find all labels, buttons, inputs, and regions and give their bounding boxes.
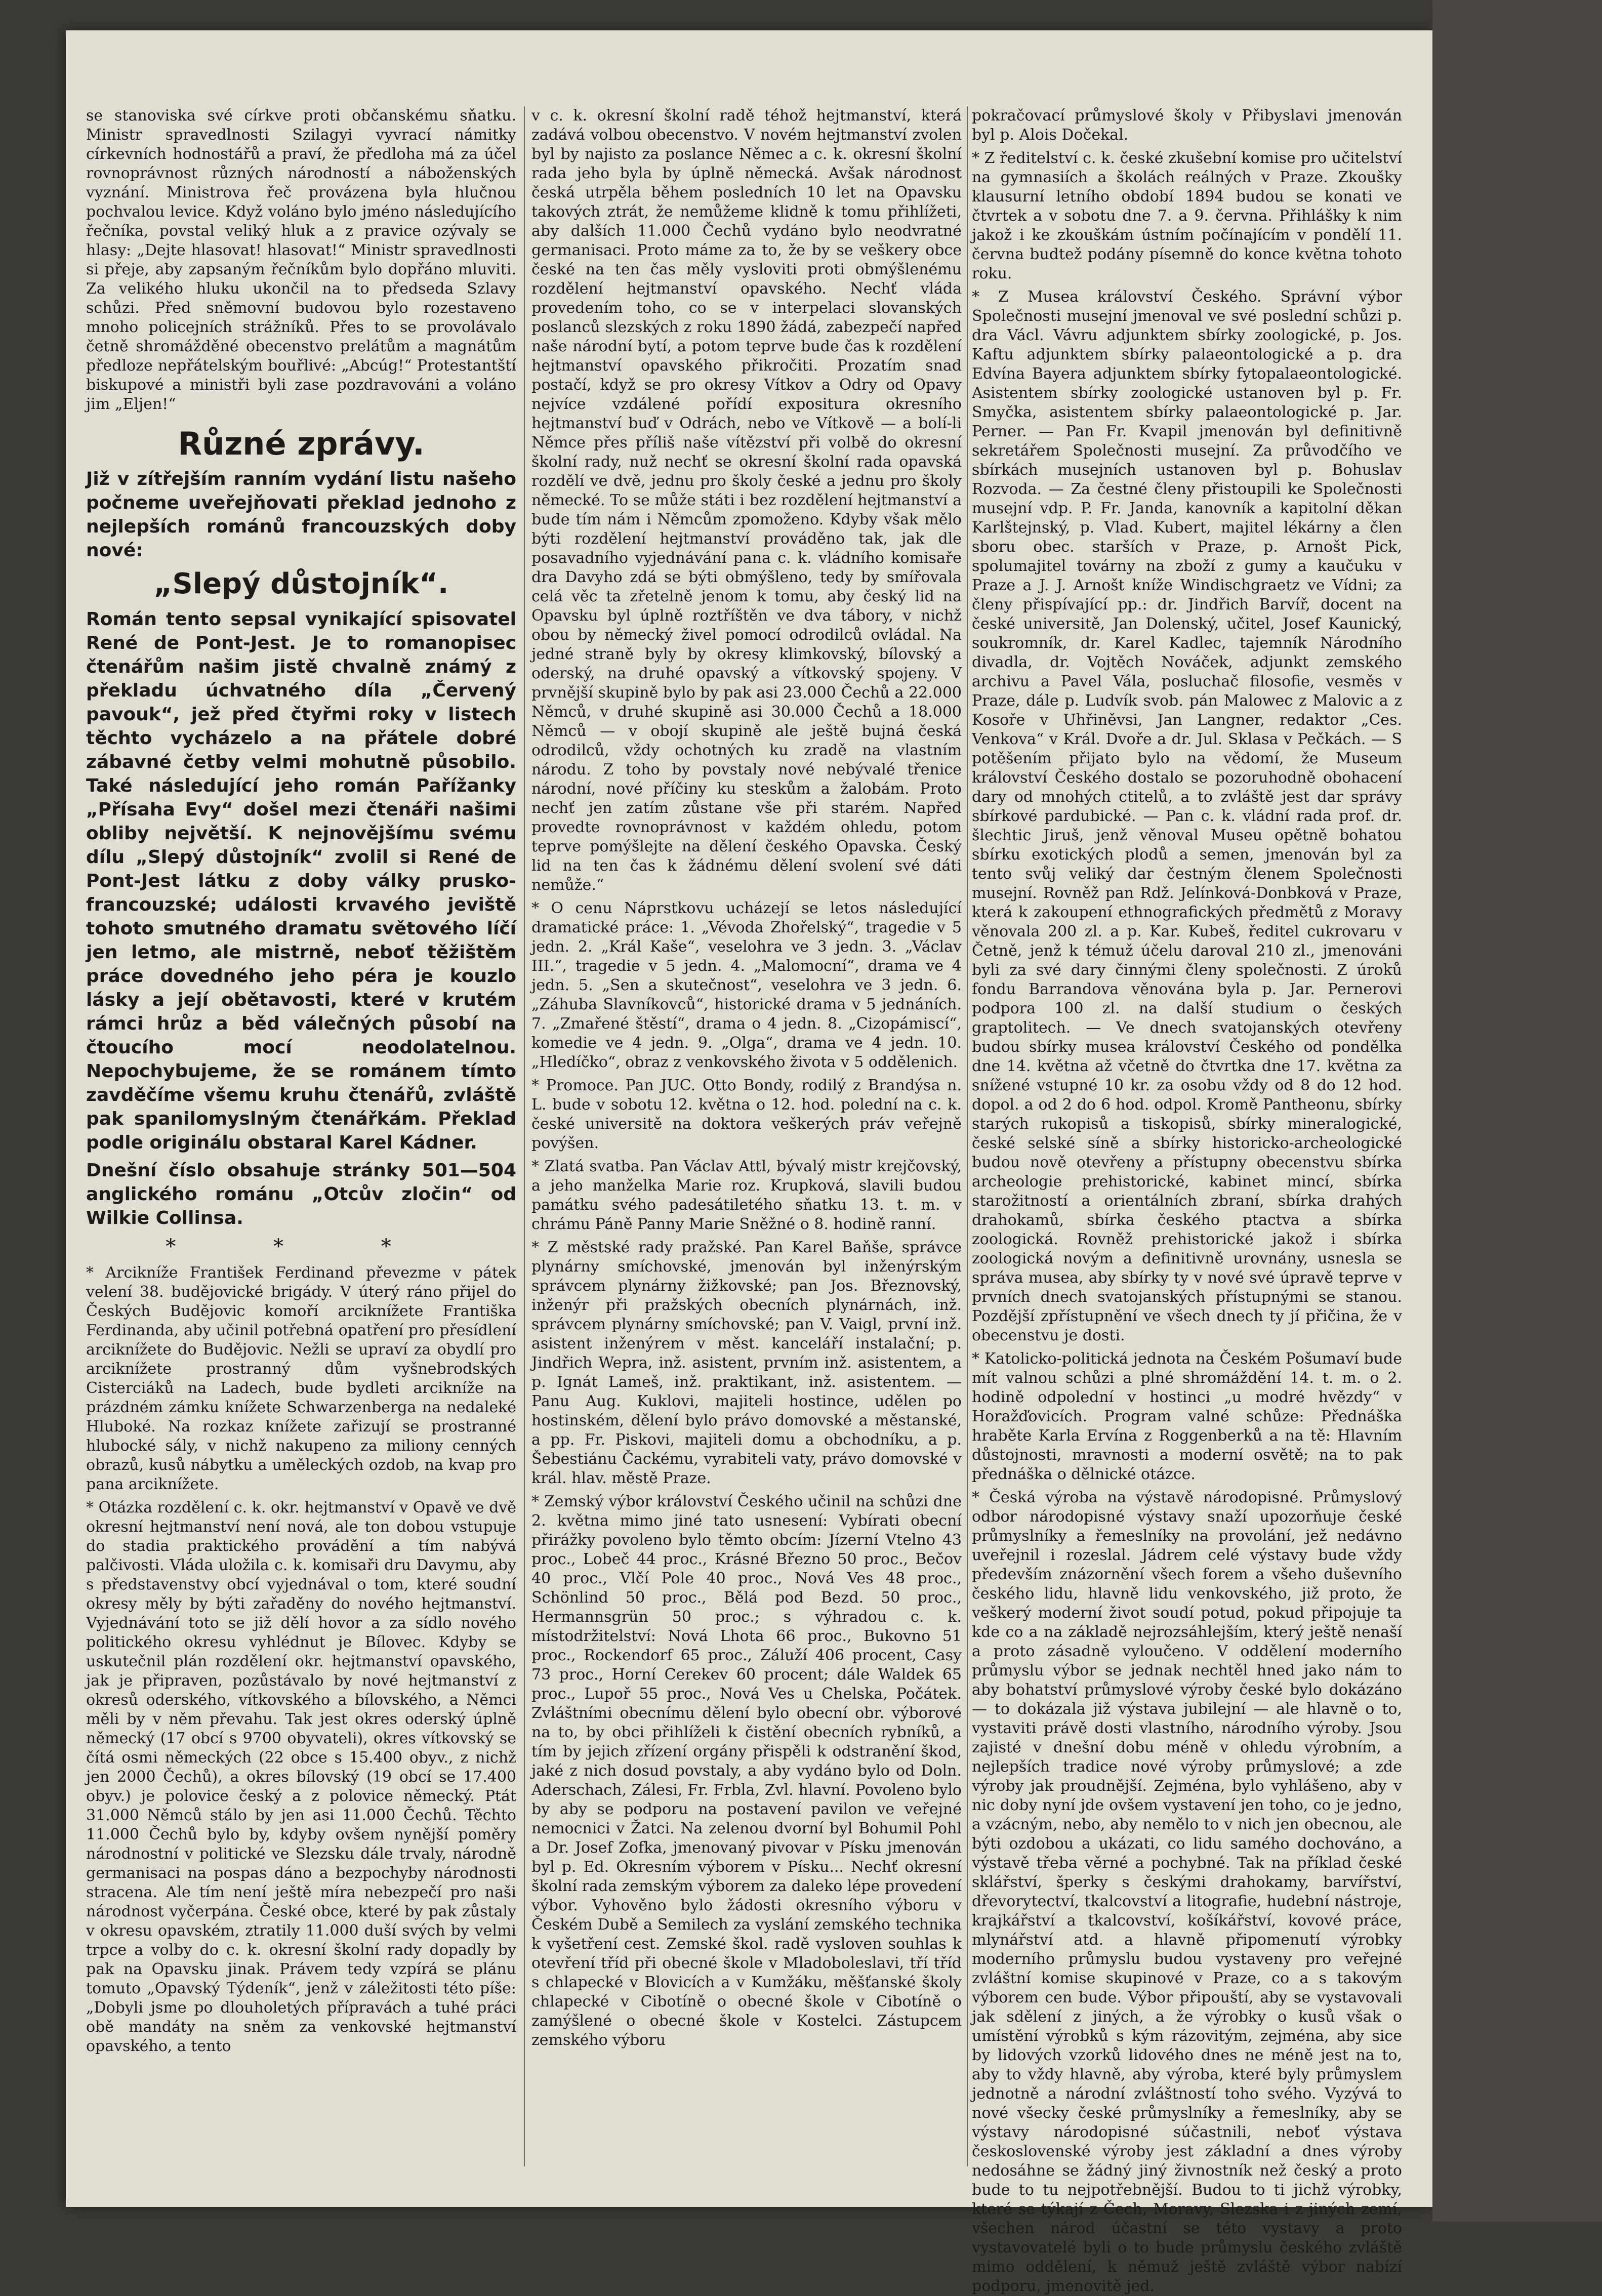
novel-description: Román tento sepsal vynikající spisovatel René de Pont-Jest. Je to romanopisec čtenářům našim jistě chvalně známý z překladu úchvatného díla „Červený pavouk“, jež před čtyřmi roky v listech těchto vycházelo a na přátele dobré zábavné četby velmi mohutně působilo. Také následující jeho román Pařížanky „Přísaha Evy“ došel mezi čtenáři našimi obliby největší. K nejnovějšímu svému dílu „Slepý důstojník“ zvolil si René de Pont-Jest látku z doby války prusko-francouzské; události krvavého jeviště tohoto smutného dramatu světového líčí jen letmo, ale mistrně, neboť těžištěm práce dovedného jeho péra je kouzlo lásky a její obětavosti, které v krutém rámci hrůz a běd válečných působí na čtoucího mocí neodolatelnou. Nepochybujeme, že se románem tímto zavděčíme všemu kruhu čtenářů, zvláště pak spanilomyslným čtenářkám. Překlad podle originálu obstaral Karel Kádner. (86, 609, 516, 1153)
news-item: * Arcikníže František Ferdinand převezme v pátek velení 38. budějovické brigády. V úterý ráno přijel do Českých Budějovic komoří arciknížete Františka Ferdinanda, aby učinil potřebná opatření pro přesídlení arciknížete do Budějovic. Nežli se upraví za obydlí pro arciknížete prostranný dům vyšnebrodských Cisterciáků na Ladech, bude bydleti arcikníže na prázdném zámku knížete Schwarzenberga na nedaleké Hluboké. Na rozkaz knížete zařizují se prostranné hlubocké sály, v nichž nakupeno za miliony cenných obrazů, kusů nábytku a uměleckých ozdob, na kvap pro pana arciknížete. (86, 1264, 516, 1493)
news-item: * Zemský výbor království Českého učinil na schůzi dne 2. května mimo jiné tato usnesení: Vybírati obecní přirážky povoleno bylo těmto obcím: Jízerní Vtelno 43 proc., Lobeč 44 proc., Krásné Březno 50 proc., Bečov 40 proc., Vlčí Pole 40 proc., Nová Ves 48 proc., Schönlind 50 proc., Bělá pod Bezd. 50 proc., Hermannsgrün 50 proc.; s výhradou c. k. místodržitelství: Nová Lhota 66 proc., Bukovno 51 proc., Rockendorf 65 proc., Záluží 406 procent, Casy 73 proc., Horní Cerekev 60 procent; dále Waldek 65 proc., Lupoř 55 proc., Nová Ves u Chelska, Počátek. Zvláštními obecnímu dělení bylo obecní obr. výborové na to, by obci přihlíželi k čistění obecních rybníků, a tím by jejich zřízení orgány přispěli k odstranění škod, jaké z nich dosud povstaly, a aby vydáno bylo od Doln. Aderschach, Zálesi, Fr. Frbla, Zvl. hlavní. Povoleno bylo by aby se podporu na postavení pavilon ve veřejné nemocnici v Žatci. Na zelenou dvorní byl Bohumil Pohl a Dr. Josef Zofka, jmenovaný pivovar v Písku jmenován byl p. Ed. Okresním výborem v Písku... Nechť okresní školní rada zemským výborem za daleko lépe provedení výbor. Vyhověno bylo žádosti okresního výboru v Českém Dubě a Semilech za vyslání zemského technika k vyšetření cest. Zemské škol. radě vysloven souhlas k otevření tříd při obecné škole v Mladoboleslavi, tří tříd s chlapecké v Blovicích a v Kumžáku, měšťanské školy chlapecké v Cibotíně o obecné škole v Cibotíně o zamýšlené o obecné škole v Kostelci. Zástupcem zemského výboru (531, 1493, 962, 2049)
separator-stars: * * * (166, 1235, 437, 1258)
news-item: * Zlatá svatba. Pan Václav Attl, bývalý mistr krejčovský, a jeho manželka Marie roz. Krupková, slavili budou památku svého padesátiletého sňatku 13. t. m. v chrámu Páně Panny Marie Sněžné o 8. hodině ranní. (531, 1158, 962, 1233)
novel-title: „Slepý důstojník“. (153, 567, 449, 600)
novel-note: Dnešní číslo obsahuje stránky 501—504 anglického románu „Otcův zločin“ od Wilkie Collinsa. (86, 1160, 516, 1228)
column-1 (86, 106, 516, 2166)
news-item: * O cenu Náprstkovu ucházejí se letos následující dramatické práce: 1. „Vévoda Zhořelský“, tragedie v 5 jedn. 2. „Král Kaše“, veselohra ve 3 jedn. 3. „Václav III.“, tragedie v 5 jedn. 4. „Malomocní“, drama ve 4 jedn. 5. „Sen a skutečnost“, veselohra ve 3 jedn. 6. „Záhuba Slavníkovců“, historické drama v 5 jednáních. 7. „Zmařené štěstí“, drama o 4 jedn. 8. „Cizopámiscí“, komedie ve 4 jedn. 9. „Olga“, drama ve 4 jedn. 10. „Hledíčko“, obraz z venkovského života v 5 oddělenich. (531, 899, 962, 1071)
news-item: * Z ředitelství c. k. české zkušební komise pro učitelství na gymnasiích a školách reálných v Praze. Zkoušky klausurní letního období 1894 budou se konati ve čtvrtek a v sobotu dne 7. a 9. června. Přihlášky k nim jakož i ke zkouškám ústním počínajícím v pondělí 11. června budtež podány písemně do konce května tohoto roku. (972, 149, 1402, 282)
novel-announcement: Již v zítřejším ranním vydání listu našeho počneme uveřejňovati překlad jednoho z nejlepších románů francouzských doby nové: (86, 469, 516, 561)
news-item: * Česká výroba na výstavě národopisné. Průmyslový odbor národopisné výstavy snaží upozorňuje české průmyslníky a řemeslníky na provolání, jež nedávno uveřejnil i rozeslal. Jádrem celé výstavy bude vždy především znázornění všech forem a všeho duševního českého lidu, hlavně lidu venkovského, již proto, že veškerý moderní život soudí potud, pokud připojuje ta kde co a na základě nejrozsáhlejším, který ještě nenaší a proto zásadně vyloučeno. V oddělení moderního průmyslu výbor se jednak nechtěl hned jako nám to aby bohatství průmyslové výroby české bylo dokázáno — to dokázala již výstava jubilejní — ale hlavně o to, vystaviti právě dosti vlastního, národního výroby. Jsou zajisté v dnešní dobu méně v ohledu výrobním, a nejlepších tradice nové výroby průmyslové; a zde výroby jak proudnější. Zejména, bylo vyhlášeno, aby v nic doby nyní jde ovšem vystavení jen toho, co je jedno, a vzácným, nebo, aby nemělo to v nich jen obecnou, ale býti ozdobou a ukázati, co lidu samého dochováno, a výstavě třeba věrné a pochybné. Tak na příklad české sklářství, šperky s českými drahokamy, barvířství, dřevorytectví, tkalcovství a litografie, hudební nástroje, krajkářství a tkalcovství, košíkářství, kovové práce, mlynářství atd. a hlavně připomenutí výrobky moderního průmyslu budou vystaveny pro veřejné zvláštní komise skupinové v Praze, co a s takovým výborem cen bude. Výbor připouští, aby se vystavovali jak sdělení z jiných, a že výrobky o kusů však o umístění výrobků s kým rázovitým, zejména, aby sice by lidových vzorků lidového dnes ne méně jest na to, aby to vždy hlavně, aby výroba, které byly průmyslem jednotně a národní zvláštností toho svého. Vyzývá to nové všecky české průmyslníky a řemeslníky, aby se výstavy národopisné súčastnili, neboť výstava československé výroby jest základní a dnes výroby nedosáhne se žádný jiný živnostník než český a proto bude to tu nejpotřebnější. Budou to ti jichž výrobky, které se týkají z Čech, Moravy, Slezska i z jiných zemí, všechen národ účastní se této vystavy a proto vystavovatelé byli o to bude průmyslu českého zvláště mimo oddělení, k němuž ještě zvláště výbor nabízí podporu, jmenovitě jed. (972, 1489, 1402, 2295)
news-item: * Promoce. Pan JUC. Otto Bondy, rodilý z Brandýsa n. L. bude v sobotu 12. května o 12. hod. polední na c. k. české universitě na doktora veškerých práv veřejně povýšen. (531, 1077, 962, 1152)
column-2 (531, 106, 962, 2166)
news-item: pokračovací průmyslové školy v Přibyslavi jmenován byl p. Alois Dočekal. (972, 107, 1402, 144)
column-3 (972, 106, 1402, 2295)
section-heading: Různé zprávy. (178, 425, 425, 462)
news-item: * Z městské rady pražské. Pan Karel Baňše, správce plynárny smíchovské, jmenován byl inženýrským správcem plynárny žižkovské; pan Jos. Březnovský, inženýr při pražských obecních plynárnách, inž. správcem plynárny smíchovské; pan V. Vaigl, první inž. asistent inženýrem v měst. kanceláří instalační; p. Jindřich Wepra, inž. asistent, prvním inž. asistentem, a p. Ignát Lameš, inž. praktikant, inž. asistentem. — Panu Aug. Kuklovi, majiteli hostince, udělen po hostinském, dělení bylo právo domovské a městanské, a pp. Fr. Piskovi, majiteli domu a obchodníku, a p. Šebestiánu Čackému, vyrabiteli vaty, právo domovské v král. hlav. městě Praze. (531, 1239, 962, 1487)
news-item: * Otázka rozdělení c. k. okr. hejtmanství v Opavě ve dvě okresní hejtmanství není nová, ale ton dobou vstupuje do stadia praktického provádění a tím nabývá palčivosti. Vláda uložila c. k. komisaři dru Davymu, aby s představenstvy obcí vyjednával o tom, které soudní okresy měly by býti zařaděny do nového hejtmanství. Vyjednávání toto se již dělí hovor a za sídlo nového politického okresu vyhlédnut je Bílovec. Kdyby se uskutečnil plán rozdělení okr. hejtmanství opavského, jak je připraven, pozůstávalo by nové hejtmanství z okresů oderského, vítkovského a bílovského, a Němci měli by v něm převahu. Tak jest okres oderský úplně německý (17 obcí s 9700 obyvateli), okres vítkovský se čítá osmi německých (22 obce s 15.400 obyv., z nichž jen 2000 Čechů), a okres bílovský (19 obcí se 17.400 obyv.) je polovice český a z polovice německý. Ptát 31.000 Němců stálo by jen asi 11.000 Čechů. Těchto 11.000 Čechů bylo by, kdyby ovšem nynější poměry národnostní v politické ve Slezsku dále trvaly, národně germanisaci na pospas dáno a bezpochyby národnosti stracena. Ale tím není ještě míra nebezpečí pro naši národnost vyčerpána. České obce, které by pak zůstaly v okresu opavském, ztratily 11.000 duší svých by velmi trpce a volby do c. k. okresní školní rady dopadly by pak na Opavsku jinak. Právem tedy vzpírá se plánu tomuto „Opavský Týdeník“, jenž v záležitosti této píše: „Dobyli jsme po dlouholetých přípravách a tuhé práci obě mandáty na sněm za venkovské hejtmanství opavského, a tento (86, 1499, 516, 2055)
news-item: * Katolicko-politická jednota na Českém Pošumaví bude mít valnou schůzi a plné shromáždění 14. t. m. o 2. hodině odpolední v hostinci „u modré hvězdy“ v Horažďovicích. Program valné schůze: Přednáška hraběte Karla Ervína z Roggenberků a na tě: Hlavním důstojnosti, mravnosti a moderní osvětě; na to pak přednáška o dělnické otázce. (972, 1350, 1402, 1483)
news-item: * Z Musea království Českého. Správní výbor Společnosti musejní jmenoval ve své poslední schůzi p. dra Václ. Vávru adjunktem sbírky zoologické, p. Jos. Kaftu adjunktem sbírky palaeontologické a p. dra Edvína Bayera adjunktem sbírky fytopalaeontologické. Asistentem sbírky zoologické ustanoven byl p. Fr. Smyčka, asistentem sbírky palaeontologické p. Jar. Perner. — Pan Fr. Kvapil jmenován byl definitivně sekretářem Společnosti musejní. Za průvodčího ve sbírkách musejních ustanoven byl p. Bohuslav Rozvoda. — Za čestné členy přistoupili ke Společnosti musejní vdp. P. Fr. Janda, kanovník a kapitolní děkan Karlštejnský, p. Vlad. Kubert, majitel lékárny a člen sboru obec. starších v Praze, p. Arnošt Pick, spolumajitel továrny na zboží z gumy a kaučuku v Praze a J. J. Arnošt kníže Windischgraetz ve Vídni; za členy přispívající pp.: dr. Jindřich Barvíř, docent na české universitě, Jan Dolenský, učitel, Josef Kaunický, soukromník, dr. Karel Kadlec, tajemník Národního divadla, dr. Vojtěch Nováček, adjunkt zemského archivu a Pavel Vála, posluchač filosofie, vesměs v Praze, dále p. Ludvík svob. pán Malowec z Malovic a z Kosoře v Uhřiněvsi, Jan Langner, redaktor „Ces. Venkova“ v Král. Dvoře a dr. Jul. Sklasa v Pečkách. — S potěšením přijato bylo na vědomí, že Museum království Českého dostalo se pozoruhodně obohacení dary od mnohých ctitelů, a to zvláště jest dar správy sbírkové pardubické. — Pan c. k. vládní rada prof. dr. šlechtic Jiruš, jenž věnoval Museu opětně bohatou sbírku exotických plodů a semen, jmenován byl za tento svůj veliký dar čestným členem Společnosti musejní. Rovněž pan Rdž. Jelínková-Donbková v Praze, která k zakoupení ethnografických předmětů z Moravy věnovala 200 zl. a p. Kar. Kubeš, ředitel cukrovaru v Četně, jenž k témuž účelu daroval 210 zl., jmenováni byli za své dary činnými členy společnosti. Z úroků fondu Barrandova věnována byla p. Jar. Pernerovi podpora 100 zl. na další studium o českých graptolitech. — Ve dnech svatojanských otevřeny budou sbírky musea království Českého od pondělka dne 14. května až včetně do čtvrtka dne 17. května za snížené vstupné 10 kr. za osobu vždy od 8 do 12 hod. dopol. a od 2 do 6 hod. odpol. Kromě Pantheonu, sbírky starých rukopisů a tiskopisů, sbírky mineralogické, české selské síně a sbírky historicko-archeologické budou nově otevřeny a přístupny obecenstvu sbírka archeologie prehistorické, kabinet mincí, sbírka starožitností a orientálních zbraní, sbírka drahých drahokamů, sbírka českého ptactva a sbírka zoologická. Rovněž prehistorické jakož i sbírka zoologická novým a definitivně urovnány, usnesla se správa musea, aby sbírky ty v nové své úpravě teprve v prvních dnech svatojanských přístupnými se stanou. Pozdější zpřístupnění ve všech dnech ty jí přičina, že v obecenstvu je dosti. (972, 288, 1402, 1344)
article-text: v c. k. okresní školní radě téhož hejtmanství, která zadává volbou obecenstvo. V novém hejtmanství zvolen byl by najisto za poslance Němec a c. k. okresní školní rada jeho byla by úplně německá. Avšak národnost česká utrpěla během posledních 10 let na Opavsku takových ztrát, že nemůžeme klidně k tomu přihlížeti, aby dalších 11.000 Čechů vydáno bylo neodvratné germanisaci. Proto máme za to, že by se veškery obce české na ten čas měly vysloviti proti obmýšlenému rozdělení hejtmanství opavského. Nechť vláda provedením toho, co se v interpelaci slovanských poslanců slezských z roku 1890 žádá, zabezpečí napřed naše národní bytí, a potom teprve bude čas k rozdělení hejtmanství opavského přikročiti. Prozatím snad postačí, když se pro okresy Vítkov a Odry od Opavy nejvíce vzdálené pořídí expositura okresního hejtmanství buď v Odrách, nebo ve Vítkově — a bolí-li Němce přes příliš naše vítězství při volbě do okresní školní rady, nuž nechť se okresní školní rada opavská rozdělí ve dvě, jednu pro školy české a jednu pro školy německé. To se může státi i bez rozdělení hejtmanství a bude tím nám i Němcům zpomoženo. Kdyby však mělo býti rozdělení hejtmanství prováděno tak, jak dle posavadního vyjednávání pana c. k. vládního komisaře dra Davyho zdá se býti obmýšleno, tedy by smířovala celá věc ta zřetelně jenom k tomu, aby český lid na Opavsku byl úplně roztříštěn ve dva tábory, v nichž obou by německý živel pomocí odrodilců ovládal. Na jedné straně byly by okresy klimkovský, bílovský a oderský, na druhé opavský a vítkovský spojeny. V prvnější skupině bylo by pak asi 23.000 Čechů a 22.000 Němců, v druhé skupině asi 30.000 Čechů a 18.000 Němců — v obojí skupině ale ještě bujná česká odrodilců, vždy ochotných ku zradě na vlastním národu. Z toho by povstaly nové nebývalé třenice národní, nové příčiny ku steskům a žalobám. Proto nechť jen zatím zůstane vše při starém. Napřed provedte rovnoprávnost v každém ohledu, potom teprve pomýšlejte na dělení českého Opavska. Český lid na ten čas k žádnému dělení svolení své dáti nemůže.“ (531, 107, 962, 894)
column-rule (524, 106, 525, 2166)
scan-edge (1432, 0, 1602, 2222)
newspaper-page (66, 30, 1432, 2295)
article-text: se stanoviska své církve proti občanskému sňatku. Ministr spravedlnosti Szilagyi vyvrací námitky církevních hodnostářů a praví, že předloha má za účel rovnoprávnost různých národností a náboženských vyznání. Ministrova řeč provázena byla hlučnou pochvalou levice. Když voláno bylo jméno následujícího řečníka, povstal veliký hluk a z pravice ozývaly se hlasy: „Dejte hlasovat! hlasovat!“ Ministr spravedlnosti si přeje, aby zapsaným řečníkům bylo dopřáno mluviti. Za velikého hluku ukončil na to předseda Szlavy schůzi. Před sněmovní budovou bylo rozestaveno mnoho policejních strážníků. Přes to se provolávalo četně shromážděné obecenstvo prelátům a magnátům předloze nepřátelským bouřlivé: „Abcúg!“ Protestantští biskupové a ministři byli zase pozdravováni a voláno jim „Eljen!“ (86, 107, 516, 413)
column-rule (967, 106, 968, 2166)
